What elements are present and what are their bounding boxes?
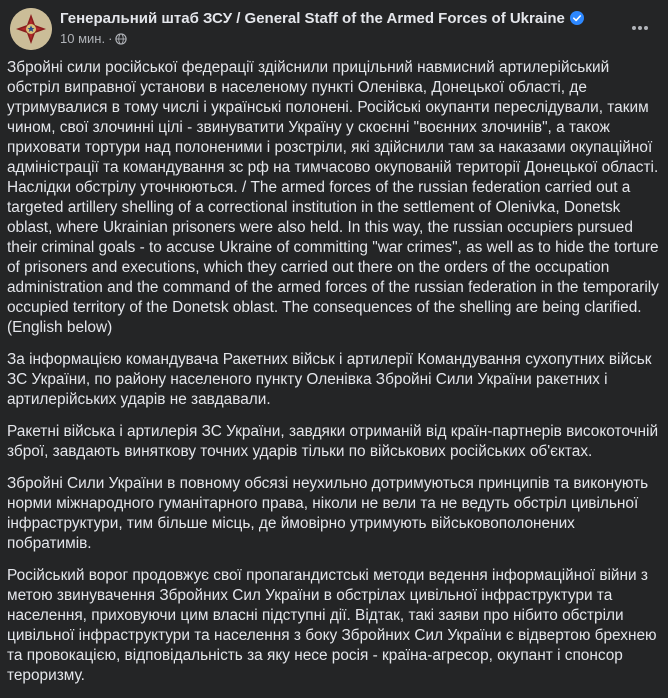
post-body bbox=[7, 58, 661, 698]
author-avatar[interactable] bbox=[10, 8, 52, 50]
more-options-icon bbox=[630, 18, 650, 38]
post-paragraph-5: Російський ворог продовжує свої пропагандистські методи ведення інформаційної війни з метою звинувачення Збройних Сил України в обстрілах цивільної інфраструктури та населення, приховуючи цим власні підступні дії. Відтак, такі заяви про нібито обстріли цивільної інфраструктури та населення з боку Збройних Сил України є відвертою брехнею та провокацією, відповідальність за яку несе росія - країна-агресор, окупант і спонсор тероризму. bbox=[7, 567, 657, 684]
post-paragraph-3: Ракетні війська і артилерія ЗС України, завдяки отриманій від країн-партнерів високоточній зброї, завдають виняткову точних ударів тільки по військових російських об'єктах. bbox=[7, 423, 659, 460]
post-meta bbox=[60, 31, 127, 48]
more-options-button[interactable] bbox=[622, 10, 658, 46]
globe-icon[interactable] bbox=[115, 33, 127, 48]
post-paragraph-2: За інформацією командувача Ракетних військ і артилерії Командування сухопутних військ ЗС України, по району населеного пункту Оленівка Збройні Сили України ракетних і артилерійських ударів не завдавали. bbox=[7, 351, 652, 408]
armed-forces-emblem-icon bbox=[10, 8, 52, 50]
author-name[interactable]: Генеральний штаб ЗСУ / General Staff of the Armed Forces of Ukraine bbox=[60, 10, 565, 27]
verified-badge-icon bbox=[570, 11, 584, 29]
author-name-link[interactable] bbox=[60, 10, 584, 29]
post-paragraph-4: Збройні Сили України в повному обсязі неухильно дотримуються принципів та виконують норми міжнародного гуманітарного права, ніколи не вели та не ведуть обстріл цивільної інфраструктури, тим більше місць, де ймовірно утримують військовополонених побратимів. bbox=[7, 475, 649, 552]
post-timestamp[interactable]: 10 мин. bbox=[60, 31, 106, 46]
meta-separator: · bbox=[108, 31, 113, 46]
post-header bbox=[10, 8, 658, 54]
post-paragraph-1: Збройні сили російської федерації здійснили прицільний навмисний артилерійський обстріл виправної установи в населеному пункті Оленівка, Донецької області, де утримувалися в тому числі і українські полонені. Російські окупанти переслідували, таким чином, свої злочинні цілі - звинуватити Україну у скоєнні "воєнних злочинів", а також приховати тортури над полоненими і розстріли, які здійснили там за наказами окупаційної адміністрації та командування зс рф на тимчасово окупованій території Донецької області. Наслідки обстрілу уточнюються. / The armed forces of the russian federation carried out a targeted artillery shelling of a correctional institution in the settlement of Olenivka, Donetsk oblast, where Ukrainian prisoners were also held. In this way, the russian occupiers pursued their criminal goals - to accuse Ukraine of committing "war crimes", as well as to hide the torture of prisoners and executions, which they carried out there on the orders of the occupation administration and the command of the armed forces of the russian federation in the temporarily occupied territory of the Donetsk oblast. The consequences of the shelling are being clarified. (English below) bbox=[7, 59, 659, 336]
